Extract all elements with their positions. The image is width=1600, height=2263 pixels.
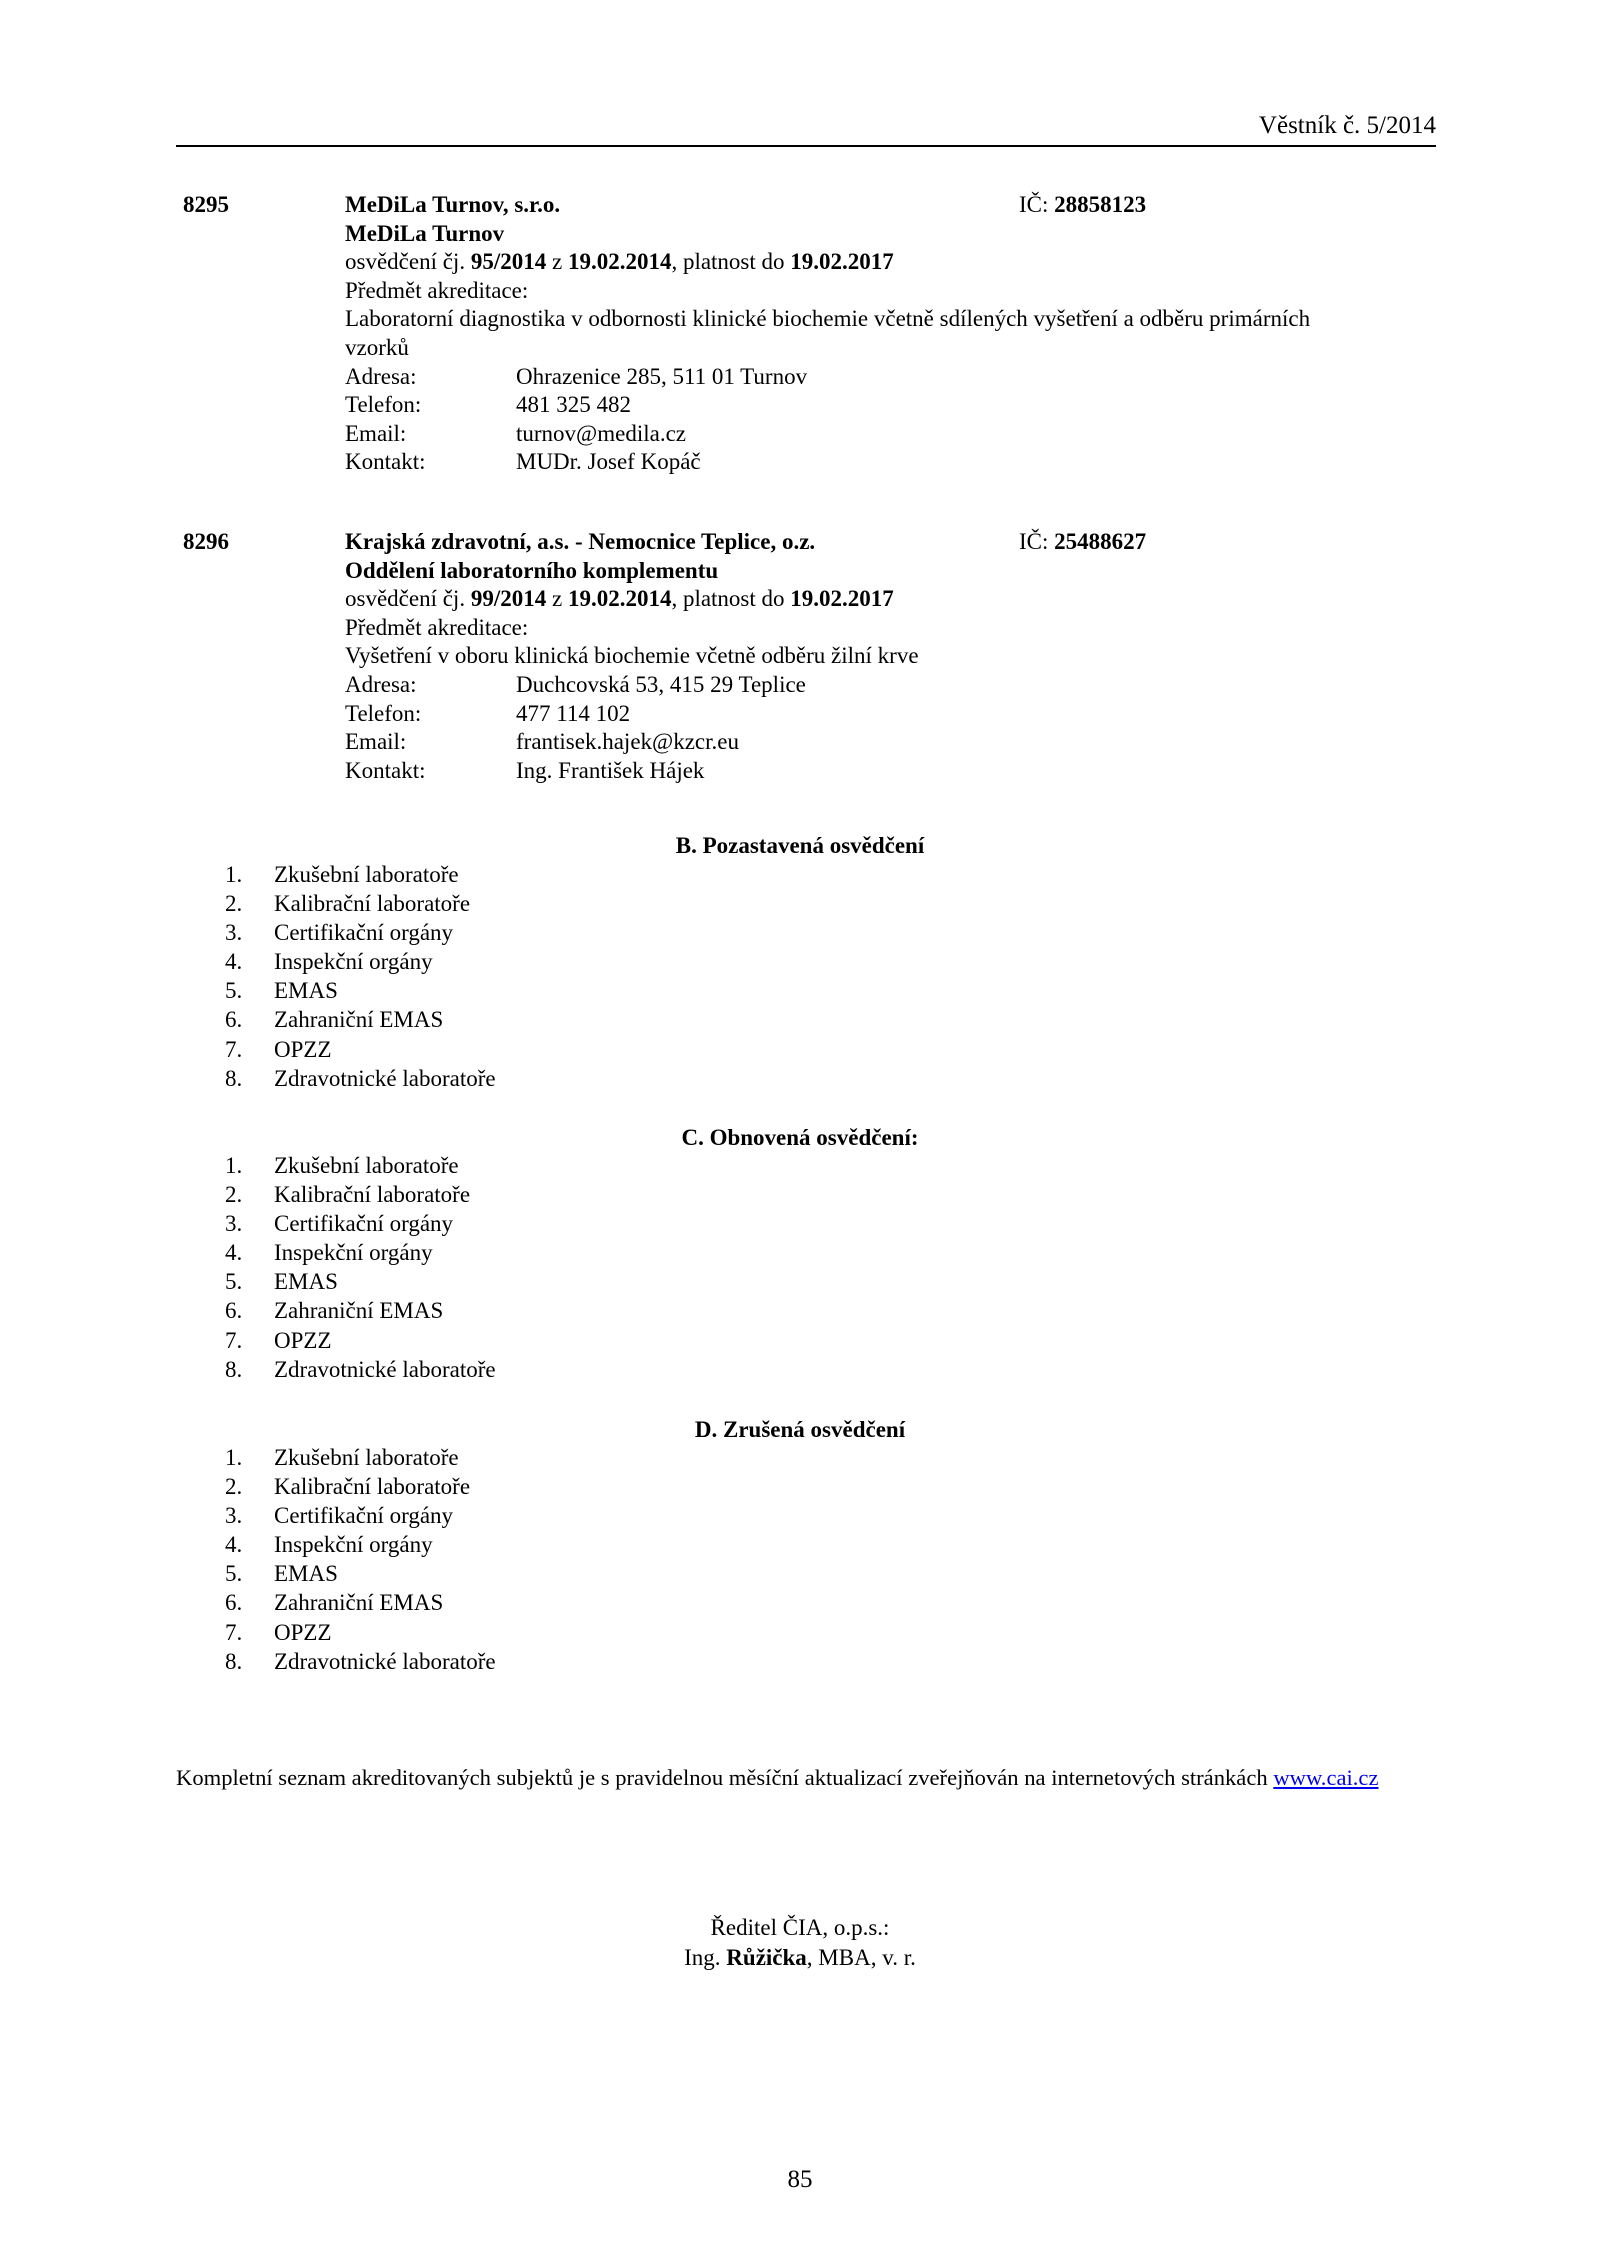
cert-number: 95/2014 [470, 249, 547, 275]
item-number: 4. [225, 1532, 243, 1558]
list-item [210, 1209, 496, 1238]
item-label: Zahraniční EMAS [274, 1007, 444, 1033]
list-item [210, 1472, 496, 1501]
item-number: 6. [225, 1007, 243, 1033]
cert-validity: 19.02.2017 [790, 586, 894, 612]
email-label: Email: [345, 420, 407, 446]
page-number: 85 [787, 2166, 813, 2193]
email-row [345, 420, 1345, 449]
contact-row [345, 757, 1345, 786]
item-number: 1. [225, 1445, 243, 1470]
item-number: 7. [225, 1619, 243, 1645]
entry-certificate [345, 248, 1345, 277]
item-label: EMAS [274, 978, 338, 1004]
subject-label: Předmět akreditace: [345, 614, 529, 640]
suspended-list [210, 860, 496, 1093]
list-item [210, 1355, 496, 1384]
list-item [210, 1443, 496, 1472]
item-number: 1. [225, 862, 243, 887]
list-item [210, 1530, 496, 1559]
list-item [210, 1151, 496, 1180]
cai-website-link[interactable]: www.cai.cz [1273, 1765, 1379, 1790]
email-row [345, 728, 1345, 757]
subject-label: Předmět akreditace: [345, 277, 529, 303]
email-value: turnov@medila.cz [516, 420, 686, 446]
item-number: 2. [225, 1182, 243, 1208]
item-label: Kalibrační laboratoře [274, 891, 471, 917]
phone-value: 477 114 102 [516, 700, 631, 726]
item-number: 8. [225, 1648, 243, 1674]
cert-validity: 19.02.2017 [790, 249, 894, 275]
entry-certificate [345, 585, 1345, 614]
item-label: Inspekční orgány [274, 1240, 433, 1266]
contact-row [345, 448, 1345, 477]
list-item [210, 1326, 496, 1355]
section-title-cancelled: D. Zrušená osvědčení [694, 1417, 906, 1442]
entry-body [345, 528, 1345, 785]
contact-value: MUDr. Josef Kopáč [516, 449, 701, 475]
item-number: 3. [225, 920, 243, 946]
item-number: 6. [225, 1590, 243, 1616]
item-label: Certifikační orgány [274, 920, 454, 946]
item-label: Zahraniční EMAS [274, 1590, 444, 1616]
item-label: EMAS [274, 1561, 338, 1587]
list-item [210, 1501, 496, 1530]
item-label: Certifikační orgány [274, 1211, 454, 1237]
item-label: Zkušební laboratoře [274, 862, 459, 887]
renewed-list [210, 1151, 496, 1384]
contact-value: Ing. František Hájek [516, 757, 705, 783]
item-number: 4. [225, 1240, 243, 1266]
section-title-renewed: C. Obnovená osvědčení: [681, 1125, 919, 1150]
cert-date: 19.02.2014 [567, 249, 672, 275]
list-item [210, 1588, 496, 1617]
item-number: 1. [225, 1153, 243, 1178]
email-label: Email: [345, 729, 407, 755]
item-label: Kalibrační laboratoře [274, 1182, 471, 1208]
list-item [210, 1005, 496, 1034]
cert-validity-label: , platnost do [671, 249, 791, 275]
signature-name [0, 1943, 1600, 1973]
section-title-suspended: B. Pozastavená osvědčení [675, 833, 925, 858]
cert-prefix: osvědčení čj. [345, 586, 471, 612]
cert-z: z [546, 249, 568, 275]
item-label: EMAS [274, 1269, 338, 1295]
list-item [210, 918, 496, 947]
item-label: Zkušební laboratoře [274, 1153, 459, 1178]
footer-text: Kompletní seznam akreditovaných subjektů je s pravidelnou měsíční aktualizací zveřejňován na internetových stránkách [176, 1765, 1274, 1790]
footer-note [176, 1764, 1436, 1793]
contact-label: Kontakt: [345, 449, 426, 475]
ico-label: IČ: [1019, 192, 1055, 217]
entry-unit: Oddělení laboratorního komplementu [345, 557, 719, 583]
header-divider [176, 145, 1436, 147]
bulletin-header-title: Věstník č. 5/2014 [1258, 112, 1436, 139]
entry-body [345, 191, 1345, 477]
item-label: Kalibrační laboratoře [274, 1474, 471, 1500]
list-item [210, 976, 496, 1005]
item-number: 6. [225, 1298, 243, 1324]
item-label: OPZZ [274, 1619, 332, 1645]
list-item [210, 1035, 496, 1064]
signature-surname: Růžička [726, 1945, 807, 1970]
cert-date: 19.02.2014 [567, 586, 672, 612]
item-number: 3. [225, 1503, 243, 1529]
cert-prefix: osvědčení čj. [345, 249, 471, 275]
entry-number: 8295 [183, 192, 229, 217]
item-label: Zdravotnické laboratoře [274, 1648, 496, 1674]
signature-title: Ředitel ČIA, o.p.s.: [710, 1915, 890, 1940]
item-number: 7. [225, 1036, 243, 1062]
item-number: 4. [225, 949, 243, 975]
item-label: Zdravotnické laboratoře [274, 1065, 496, 1091]
phone-value: 481 325 482 [516, 392, 631, 418]
item-label: Inspekční orgány [274, 949, 433, 975]
signature-prefix: Ing. [684, 1945, 727, 1970]
contact-label: Kontakt: [345, 757, 426, 783]
item-number: 5. [225, 1269, 243, 1295]
item-number: 5. [225, 1561, 243, 1587]
address-label: Adresa: [345, 671, 417, 697]
ico-label: IČ: [1019, 529, 1055, 554]
list-item [210, 1559, 496, 1588]
item-number: 7. [225, 1327, 243, 1353]
list-item [210, 860, 496, 889]
item-number: 2. [225, 891, 243, 917]
item-label: OPZZ [274, 1327, 332, 1353]
item-number: 8. [225, 1356, 243, 1382]
item-number: 2. [225, 1474, 243, 1500]
cert-z: z [546, 586, 568, 612]
phone-row [345, 391, 1345, 420]
item-number: 8. [225, 1065, 243, 1091]
item-label: Zdravotnické laboratoře [274, 1356, 496, 1382]
phone-row [345, 700, 1345, 729]
address-label: Adresa: [345, 363, 417, 389]
item-label: OPZZ [274, 1036, 332, 1062]
list-item [210, 1296, 496, 1325]
entry-number: 8296 [183, 529, 229, 554]
address-row [345, 671, 1345, 700]
signature-block [0, 1913, 1600, 1973]
list-item [210, 1238, 496, 1267]
item-number: 5. [225, 978, 243, 1004]
address-value: Duchcovská 53, 415 29 Teplice [516, 671, 806, 697]
list-item [210, 947, 496, 976]
list-item [210, 889, 496, 918]
address-row [345, 363, 1345, 392]
item-label: Certifikační orgány [274, 1503, 454, 1529]
list-item [210, 1618, 496, 1647]
item-label: Inspekční orgány [274, 1532, 433, 1558]
ico-value: 28858123 [1054, 192, 1147, 217]
item-label: Zahraniční EMAS [274, 1298, 444, 1324]
list-item [210, 1647, 496, 1676]
subject-text: Laboratorní diagnostika v odbornosti klinické biochemie včetně sdílených vyšetření a odběru primárních vzorků [345, 306, 1311, 360]
phone-label: Telefon: [345, 700, 422, 726]
cert-validity-label: , platnost do [671, 586, 791, 612]
entry-name: MeDiLa Turnov, s.r.o. [345, 192, 561, 217]
signature-suffix: , MBA, v. r. [806, 1945, 916, 1970]
item-label: Zkušební laboratoře [274, 1445, 459, 1470]
address-value: Ohrazenice 285, 511 01 Turnov [516, 363, 808, 389]
entry-name: Krajská zdravotní, a.s. - Nemocnice Teplice, o.z. [345, 529, 816, 554]
subject-text: Vyšetření v oboru klinická biochemie včetně odběru žilní krve [345, 643, 919, 669]
cert-number: 99/2014 [470, 586, 547, 612]
list-item [210, 1064, 496, 1093]
item-number: 3. [225, 1211, 243, 1237]
list-item [210, 1267, 496, 1296]
list-item [210, 1180, 496, 1209]
phone-label: Telefon: [345, 392, 422, 418]
cancelled-list [210, 1443, 496, 1676]
entry-unit: MeDiLa Turnov [345, 220, 505, 246]
ico-value: 25488627 [1054, 529, 1147, 554]
email-value: frantisek.hajek@kzcr.eu [516, 729, 739, 755]
